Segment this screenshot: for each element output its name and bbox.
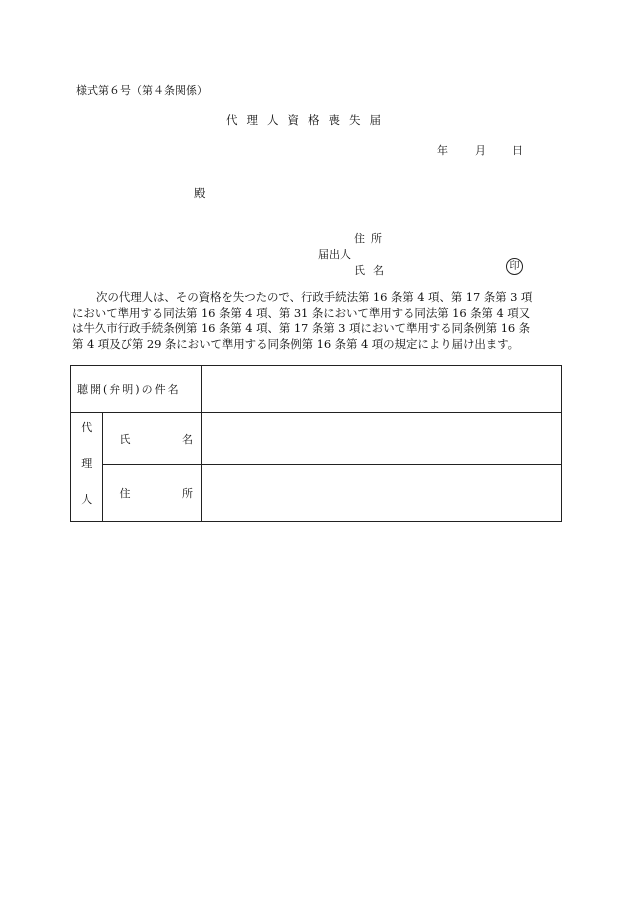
body-line: 第 4 項及び第 29 条において準用する同条例第 16 条第 4 項の規定により届け出ます。 (72, 336, 520, 351)
addressee-suffix: 殿 (194, 186, 206, 200)
document-title: 代理人資格喪失届 (226, 113, 390, 127)
form-number: 様式第６号（第４条関係） (76, 84, 208, 97)
notifier-address-label: 住所 (354, 232, 388, 245)
agent-vertical-label (71, 413, 103, 522)
date-line (437, 142, 523, 158)
agent-name-label (103, 413, 202, 465)
notifier-name-label: 氏名 (354, 264, 392, 277)
body-line: において準用する同法第 16 条第 4 項、第 31 条において準用する同法第 16 条第 4 項又 (72, 305, 531, 320)
agent-char: 代 (81, 421, 93, 434)
date-month-label: 月 (475, 144, 486, 157)
agent-char: 人 (81, 493, 93, 506)
agent-char: 理 (81, 457, 93, 470)
case-value-field[interactable] (202, 366, 562, 413)
body-paragraph (72, 290, 562, 352)
agent-address-label (103, 465, 202, 522)
agent-table (70, 365, 562, 522)
label-char: 名 (182, 432, 193, 446)
body-line: 次の代理人は、その資格を失つたので、行政手続法第 16 条第 4 項、第 17 条第 3 項 (96, 290, 533, 304)
notifier-label: 届出人 (318, 248, 351, 261)
case-row (71, 366, 562, 413)
seal-mark: 印 (506, 258, 523, 275)
body-line: は牛久市行政手続条例第 16 条第 4 項、第 17 条第 3 項において準用する同条例第 16 条 (72, 321, 531, 335)
agent-name-row (71, 413, 562, 465)
label-char: 住 (119, 487, 131, 501)
date-day-label: 日 (512, 144, 523, 157)
date-year-label: 年 (437, 144, 448, 157)
agent-name-field[interactable] (202, 413, 562, 465)
agent-address-field[interactable] (202, 465, 562, 522)
case-label: 聴開(弁明)の件名 (71, 366, 202, 413)
label-char: 所 (182, 487, 193, 501)
agent-address-row (71, 465, 562, 522)
label-char: 氏 (119, 432, 131, 446)
